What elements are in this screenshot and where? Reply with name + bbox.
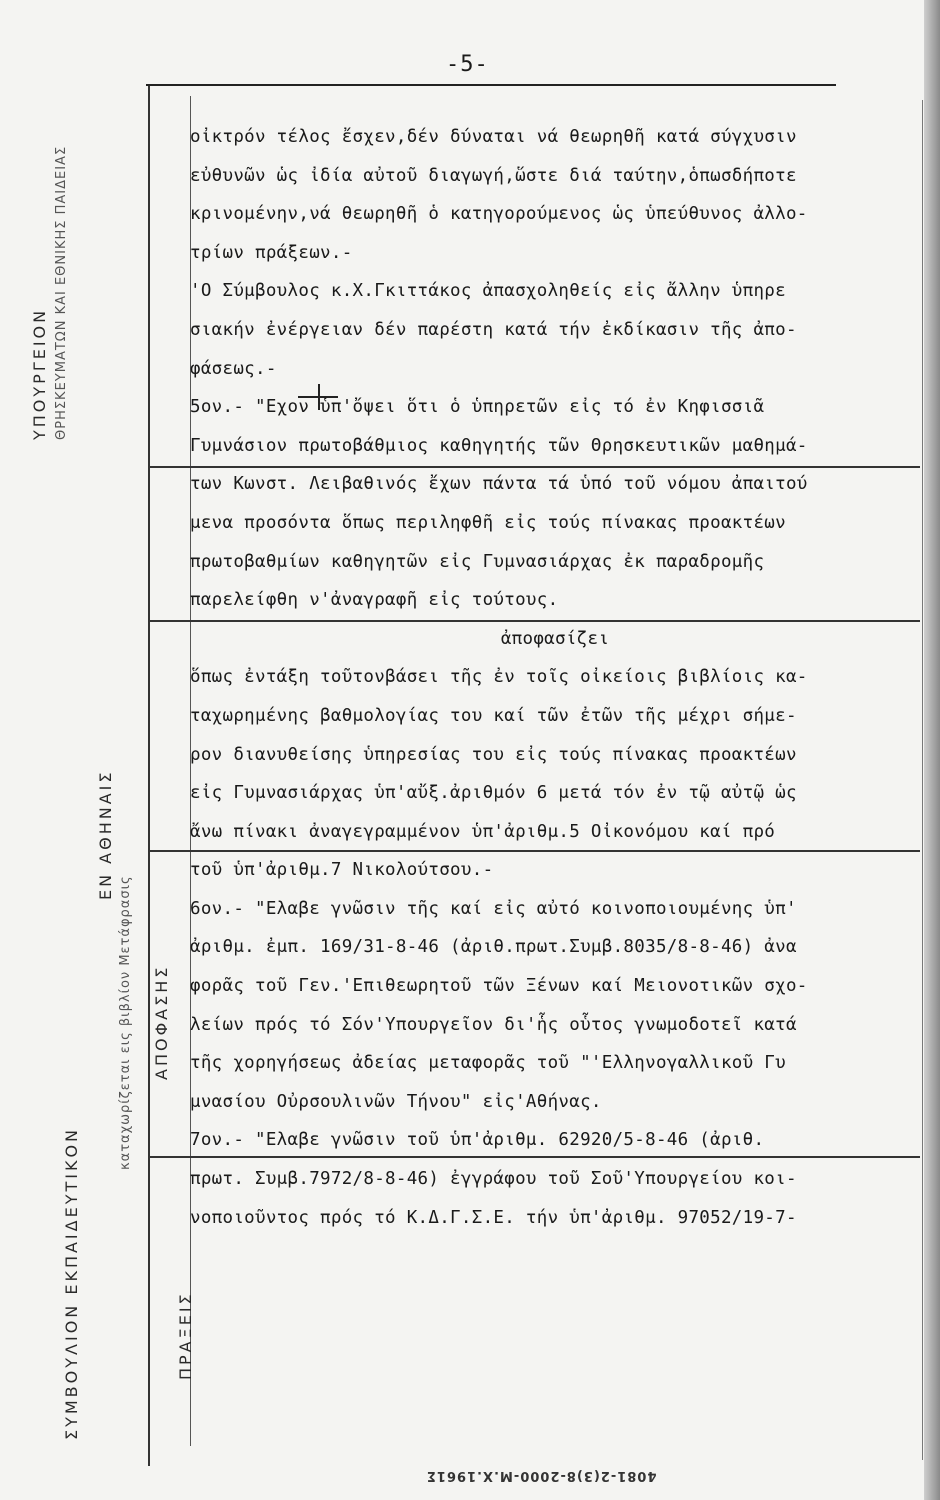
- footer-print-code: 4081-2(3)8-2000-Μ.Χ.1961Σ: [426, 1468, 657, 1483]
- scan-edge: [924, 0, 940, 1500]
- body-line: πρωτοβαθμίων καθηγητῶν εἰς Γυμνασιάρχας ἐκ παραδρομῆς: [190, 551, 765, 572]
- body-line: 'Ο Σύμβουλος κ.Χ.Γκιττάκος ἀπασχοληθείς εἰς ἄλλην ὑπηρε: [190, 281, 786, 302]
- body-line: τοῦ ὑπ'ἀριθμ.7 Νικολούτσου.-: [190, 860, 494, 881]
- decision-heading: ἀποφασίζει: [500, 628, 610, 649]
- body-line: σιακήν ἐνέργειαν δέν παρέστη κατά τήν ἐκδίκασιν τῆς ἀπο-: [190, 319, 797, 340]
- body-line: ρον διανυθείσης ὑπηρεσίας του εἰς τούς πίνακας προακτέων: [190, 744, 797, 765]
- frame-top-rule: [146, 84, 836, 86]
- body-line: 5ον.- "Εχον ὑπ'ὄψει ὅτι ὁ ὑπηρετῶν εἰς τό ἐν Κηφισσιᾶ: [190, 397, 765, 418]
- margin-stamp-ministry-sub: ΘΡΗΣΚΕΥΜΑΤΩΝ ΚΑΙ ΕΘΝΙΚΗΣ ΠΑΙΔΕΙΑΣ: [54, 145, 69, 440]
- body-line: μενα προσόντα ὅπως περιληφθῆ εἰς τούς πίνακας προακτέων: [190, 512, 786, 533]
- page-number: -5-: [446, 52, 489, 77]
- body-line: ἄνω πίνακι ἀναγεγραμμένον ὑπ'ἀριθμ.5 Οἰκονόμου καί πρό: [190, 821, 776, 842]
- body-line: εἰς Γυμνασιάρχας ὑπ'αὔξ.ἀριθμόν 6 μετά τόν ἐν τῷ αὐτῷ ὡς: [190, 783, 797, 804]
- body-line: 7ον.- "Ελαβε γνῶσιν τοῦ ὑπ'ἀριθμ. 62920/5-8-46 (ἀριθ.: [190, 1130, 765, 1151]
- body-line: τῆς χορηγήσεως ἀδείας μεταφορᾶς τοῦ "'Ελληνογαλλικοῦ Γυ: [190, 1053, 786, 1074]
- right-margin-rule: [922, 100, 923, 1460]
- document-body: [190, 118, 920, 1237]
- body-line: 6ον.- "Ελαβε γνῶσιν τῆς καί εἰς αὐτό κοινοποιουμένης ὑπ': [190, 898, 797, 919]
- margin-caption: καταχωρίζεται εις βιβλίον Μετάφρασις: [118, 875, 133, 1170]
- body-line: λείων πρός τό Σόν'Υπουργεῖον δι'ἧς οὗτος γνωμοδοτεῖ κατά: [190, 1014, 797, 1035]
- body-line: ἀριθμ. ἐμπ. 169/31-8-46 (ἀριθ.πρωτ.Συμβ.8035/8-8-46) ἀνα: [190, 937, 797, 958]
- body-line: ταχωρημένης βαθμολογίας του καί τῶν ἐτῶν τῆς μέχρι σήμε-: [190, 705, 797, 726]
- margin-stamp-city: ΕΝ ΑΘΗΝΑΙΣ: [96, 769, 115, 900]
- body-line: των Κωνστ. Λειβαθινός ἔχων πάντα τά ὑπό τοῦ νόμου ἀπαιτού: [190, 474, 808, 495]
- frame-left-rule: [148, 86, 150, 1466]
- margin-stamp-ministry: ΥΠΟΥΡΓΕΙΟΝ: [30, 307, 49, 440]
- body-line: τρίων πράξεων.-: [190, 242, 353, 263]
- body-line: φορᾶς τοῦ Γεν.'Επιθεωρητοῦ τῶν Ξένων καί Μειονοτικῶν σχο-: [190, 976, 808, 997]
- body-line: πρωτ. Συμβ.7972/8-8-46) ἐγγράφου τοῦ Σοῦ'Υπουργείου κοι-: [190, 1169, 797, 1190]
- margin-stamp-decision: ΑΠΟΦΑΣΗΣ: [152, 964, 171, 1080]
- body-line: μνασίου Οὐρσουλινῶν Τήνου" εἰς'Αθήνας.: [190, 1091, 602, 1112]
- margin-stamp-council: ΣΥΜΒΟΥΛΙΟΝ ΕΚΠΑΙΔΕΥΤΙΚΟΝ: [62, 1126, 81, 1440]
- body-line: Γυμνάσιον πρωτοβάθμιος καθηγητής τῶν Θρησκευτικῶν μαθημά-: [190, 435, 808, 456]
- body-line: εὐθυνῶν ὡς ἰδία αὐτοῦ διαγωγή,ὥστε διά ταύτην,ὁπωσδήποτε: [190, 165, 797, 186]
- body-line: παρελείφθη ν'ἀναγραφῆ εἰς τούτους.: [190, 590, 559, 611]
- margin-stamp-acts: ΠΡΑΞΕΙΣ: [176, 1291, 195, 1380]
- body-line: οἰκτρόν τέλος ἔσχεν,δέν δύναται νά θεωρηθῆ κατά σύγχυσιν: [190, 127, 797, 147]
- body-line: νοποιοῦντος πρός τό Κ.Δ.Γ.Σ.Ε. τήν ὑπ'ἀριθμ. 97052/19-7-: [190, 1207, 797, 1228]
- body-line: ὅπως ἐντάξη τοῦτονβάσει τῆς ἐν τοῖς οἰκείοις βιβλίοις κα-: [190, 667, 808, 688]
- body-line: κρινομένην,νά θεωρηθῆ ὁ κατηγορούμενος ὡς ὑπεύθυνος ἀλλο-: [190, 204, 808, 225]
- body-line: φάσεως.-: [190, 358, 277, 379]
